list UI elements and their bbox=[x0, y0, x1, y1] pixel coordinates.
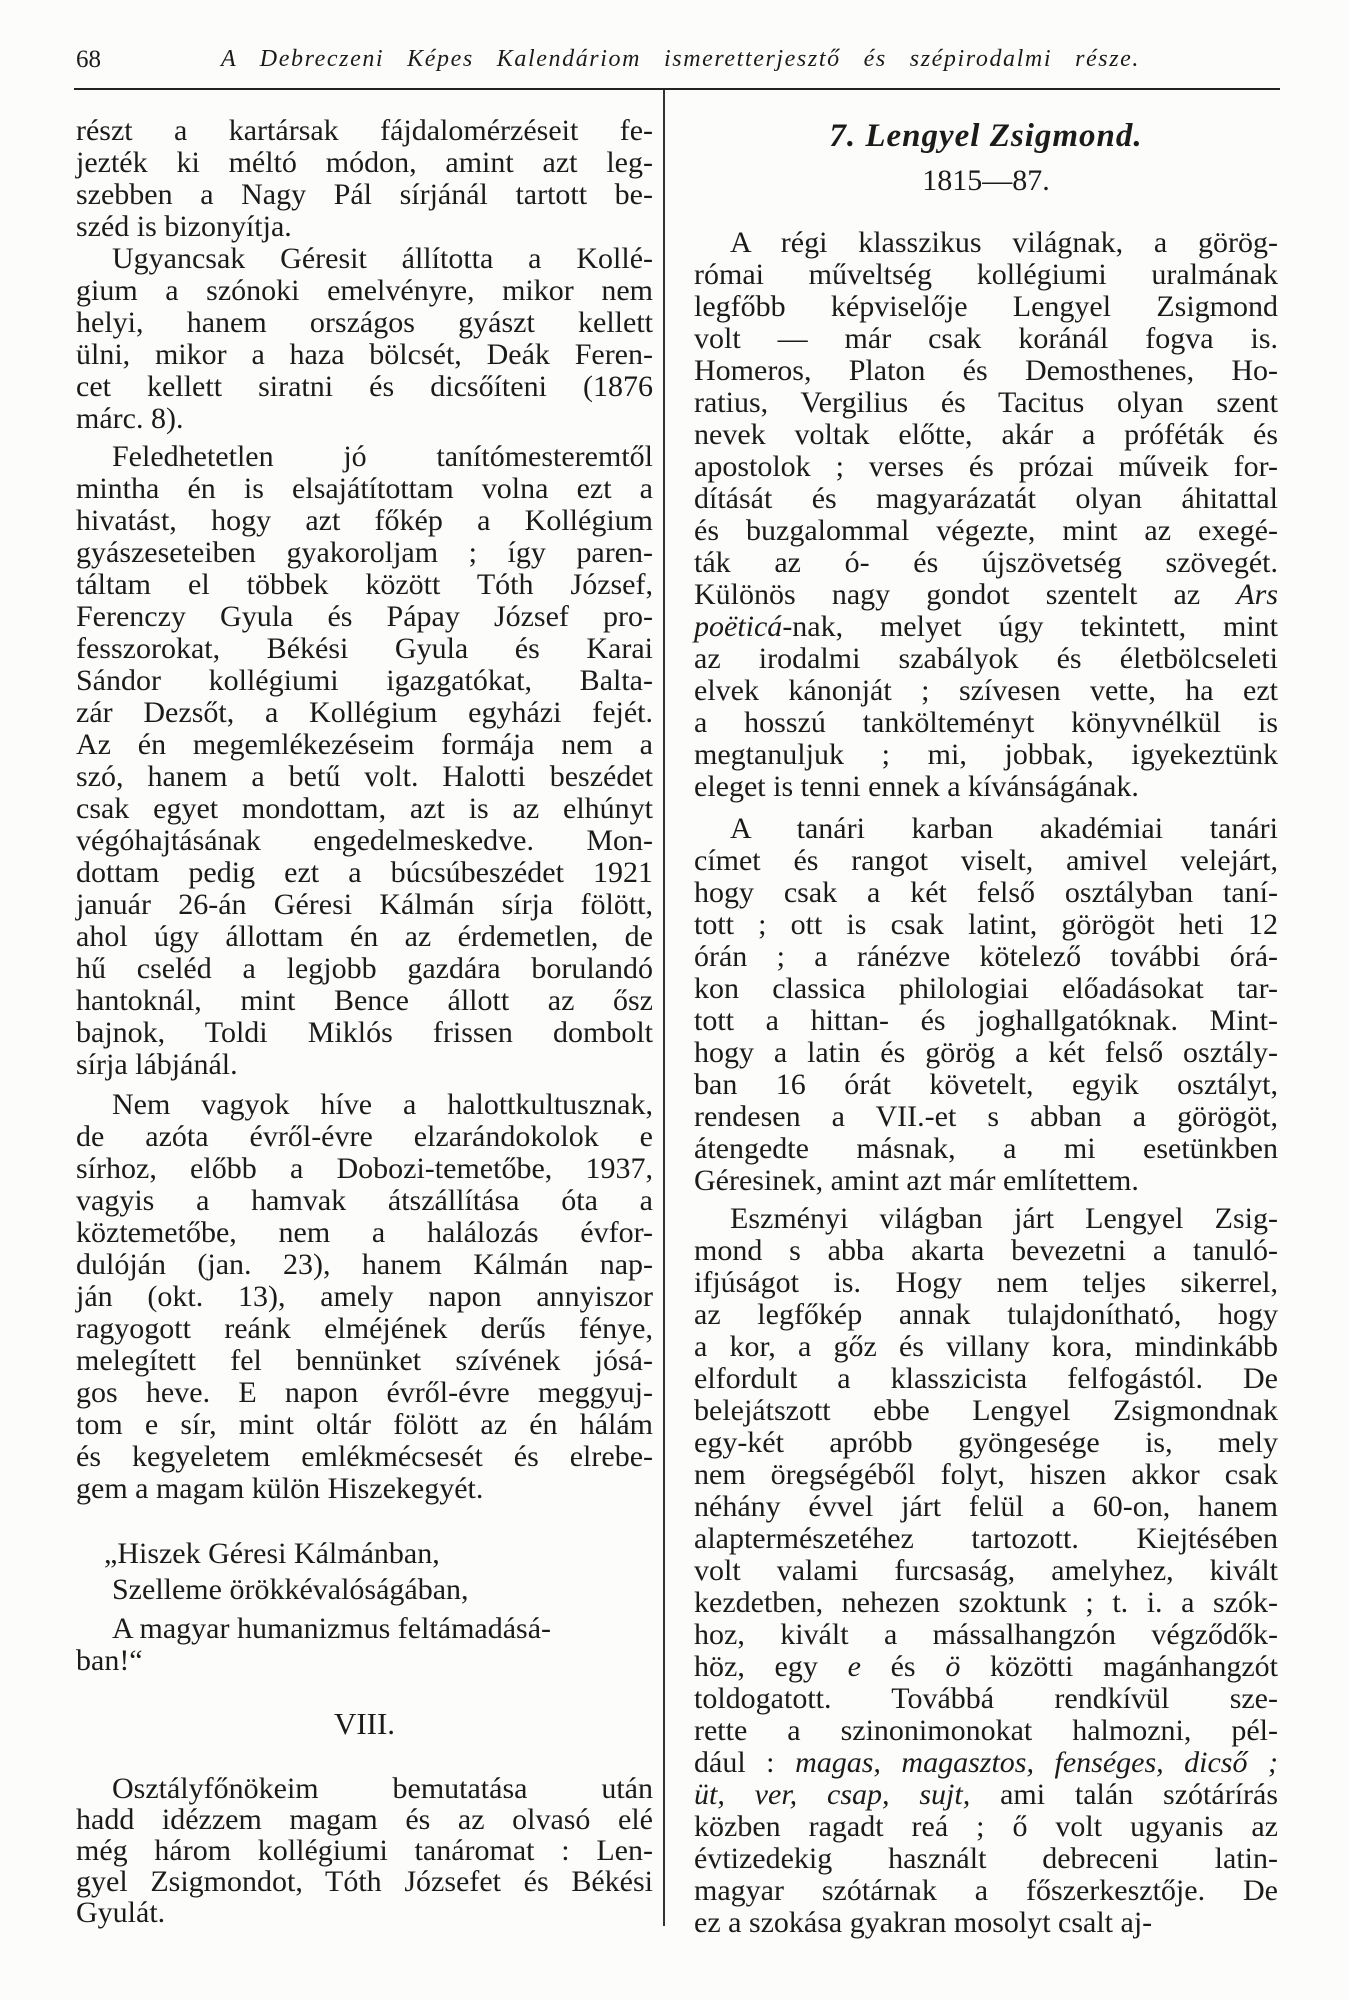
text-line: a hosszú tankölteményt könyvnélkül is bbox=[694, 706, 1278, 739]
text-line: kezdetben, nehezen szoktunk ; t. i. a szók- bbox=[694, 1586, 1278, 1619]
text-line: hantoknál, mint Bence állott az ősz bbox=[76, 984, 653, 1017]
article-dates: 1815—87. bbox=[922, 164, 1050, 197]
text-line: rendesen a VII.-et s abban a görögöt, bbox=[694, 1100, 1278, 1133]
italic-text: e bbox=[847, 1650, 861, 1683]
text-line: helyi, hanem országos gyászt kellett bbox=[76, 306, 653, 339]
text-line: elfordult a klasszicista felfogástól. De bbox=[694, 1362, 1278, 1395]
text-line: kon classica philologiai előadásokat tar- bbox=[694, 972, 1278, 1005]
text-line: hadd idézzem magam és az olvasó elé bbox=[76, 1803, 653, 1836]
text-line: táltam el többek között Tóth József, bbox=[76, 568, 653, 601]
text-line: zár Dezsőt, a Kollégium egyházi fejét. bbox=[76, 696, 653, 729]
text-line: cet kellett siratni és dicsőíteni (1876 bbox=[76, 370, 653, 403]
text-line: volt valami furcsaság, amelyhez, kivált bbox=[694, 1554, 1278, 1587]
text-line: megtanuljuk ; mi, jobbak, igyekeztünk bbox=[694, 738, 1278, 771]
text-line bbox=[694, 1747, 1278, 1779]
text-line: gyel Zsigmondot, Tóth Józsefet és Békési bbox=[76, 1865, 653, 1898]
paragraph bbox=[694, 1203, 1278, 1939]
text-line: A tanári karban akadémiai tanári bbox=[730, 812, 1278, 845]
text-line: tom e sír, mint oltár fölött az én hálám bbox=[76, 1408, 653, 1441]
text-line: Eszményi világban járt Lengyel Zsig- bbox=[730, 1202, 1278, 1235]
text-line: gyászeseteiben gyakoroljam ; így paren- bbox=[76, 536, 653, 569]
text-segment: és bbox=[860, 1650, 946, 1683]
text-line: melegített fel bennünket szívének jósá- bbox=[76, 1344, 653, 1377]
text-line: A régi klasszikus világnak, a görög- bbox=[730, 226, 1278, 259]
poem-line: Szelleme örökkévalóságában, bbox=[112, 1573, 469, 1606]
text-line: átengedte másnak, a mi esetünkben bbox=[694, 1132, 1278, 1165]
paragraph bbox=[76, 243, 653, 435]
text-line: Az én megemlékezéseim formája nem a bbox=[76, 728, 653, 761]
text-line: ifjúságot is. Hogy nem teljes sikerrel, bbox=[694, 1266, 1278, 1299]
paragraph bbox=[76, 441, 653, 1081]
text-segment: Különös nagy gondot szentelt az bbox=[694, 578, 1237, 611]
text-line: Ugyancsak Géresit állította a Kollé- bbox=[112, 242, 653, 275]
text-line: gium a szónoki emelvényre, mikor nem bbox=[76, 274, 653, 307]
text-line: Osztályfőnökeim bemutatása után bbox=[112, 1772, 653, 1805]
text-line bbox=[694, 1779, 1278, 1811]
page-number: 68 bbox=[76, 46, 101, 73]
text-line: vagyis a hamvak átszállítása óta a bbox=[76, 1184, 653, 1217]
text-line: eleget is tenni ennek a kívánságának. bbox=[694, 770, 1139, 803]
text-line bbox=[694, 579, 1278, 611]
text-line: január 26-án Géresi Kálmán sírja fölött, bbox=[76, 888, 653, 921]
text-line: közben ragadt reá ; ő volt ugyanis az bbox=[694, 1810, 1278, 1843]
text-line: szebben a Nagy Pál sírjánál tartott be- bbox=[76, 178, 653, 211]
text-line: ban 16 órát követelt, egyik osztályt, bbox=[694, 1068, 1278, 1101]
text-line: néhány évvel járt felül a 60-on, hanem bbox=[694, 1490, 1278, 1523]
text-segment: dául : bbox=[694, 1746, 796, 1779]
text-line: végóhajtásának engedelmeskedve. Mon- bbox=[76, 824, 653, 857]
text-line: csak egyet mondottam, azt is az elhúnyt bbox=[76, 792, 653, 825]
text-line: nem öregségéből folyt, hiszen akkor csak bbox=[694, 1458, 1278, 1491]
text-line bbox=[694, 1651, 1278, 1683]
text-line: évtizedekig használt debreceni latin- bbox=[694, 1842, 1278, 1875]
text-line: tott a hittan- és joghallgatóknak. Mint- bbox=[694, 1004, 1278, 1037]
section-heading: VIII. bbox=[333, 1706, 396, 1741]
text-line: hogy a latin és görög a két felső osztály- bbox=[694, 1036, 1278, 1069]
italic-text: ö bbox=[945, 1650, 961, 1683]
article-title: 7. Lengyel Zsigmond. bbox=[829, 118, 1143, 154]
poem-line: ban!“ bbox=[76, 1644, 143, 1677]
italic-text: Ars bbox=[1236, 578, 1278, 611]
text-line: ülni, mikor a haza bölcsét, Deák Feren- bbox=[76, 338, 653, 371]
text-line: de azóta évről-évre elzarándokolok e bbox=[76, 1120, 653, 1153]
text-line: Feledhetetlen jó tanítómesteremtől bbox=[112, 440, 653, 473]
paragraph bbox=[694, 813, 1278, 1197]
text-line: hivatást, hogy azt főkép a Kollégium bbox=[76, 504, 653, 537]
paragraph bbox=[76, 1773, 653, 1928]
text-line: dulóján (jan. 23), hanem Kálmán nap- bbox=[76, 1248, 653, 1281]
text-line: Sándor kollégiumi igazgatókat, Balta- bbox=[76, 664, 653, 697]
poem-line: „Hiszek Géresi Kálmánban, bbox=[104, 1537, 440, 1570]
text-line: magyar szótárnak a főszerkesztője. De bbox=[694, 1874, 1278, 1907]
text-segment: közötti magánhangzót bbox=[960, 1650, 1278, 1683]
text-line: ratius, Vergilius és Tacitus olyan szent bbox=[694, 386, 1278, 419]
paragraph bbox=[76, 115, 653, 243]
text-line: Ferenczy Gyula és Pápay József pro- bbox=[76, 600, 653, 633]
text-line: címet és rangot viselt, amivel velejárt, bbox=[694, 844, 1278, 877]
text-line: részt a kartársak fájdalomérzéseit fe- bbox=[76, 114, 653, 147]
text-line: a kor, a gőz és villany kora, mindinkább bbox=[694, 1330, 1278, 1363]
text-line: még három kollégiumi tanáromat : Len- bbox=[76, 1834, 653, 1867]
text-line: legfőbb képviselője Lengyel Zsigmond bbox=[694, 290, 1278, 323]
text-line: rette a szinonimonokat halmozni, pél- bbox=[694, 1714, 1278, 1747]
text-line: nevek voltak előtte, akár a próféták és bbox=[694, 418, 1278, 451]
text-line: jezték ki méltó módon, amint azt leg- bbox=[76, 146, 653, 179]
text-line: és kegyeletem emlékmécsesét és elrebe- bbox=[76, 1440, 653, 1473]
running-title: A Debreczeni Képes Kalendáriom ismeretterjesztő és szépirodalmi része. bbox=[221, 46, 1140, 72]
text-line: apostolok ; verses és prózai műveik for- bbox=[694, 450, 1278, 483]
paragraph bbox=[694, 227, 1278, 803]
text-line: elvek kánonját ; szívesen vette, ha ezt bbox=[694, 674, 1278, 707]
column-divider bbox=[663, 90, 665, 1926]
italic-text: magas, magasztos, fenséges, dicső ; bbox=[795, 1746, 1278, 1779]
text-line: bajnok, Toldi Miklós frissen dombolt bbox=[76, 1016, 653, 1049]
text-line: órán ; a ránézve kötelező további órá- bbox=[694, 940, 1278, 973]
text-line: hogy csak a két felső osztályban taní- bbox=[694, 876, 1278, 909]
text-line: az legfőkép annak tulajdonítható, hogy bbox=[694, 1298, 1278, 1331]
text-line: mintha én is elsajátítottam volna ezt a bbox=[76, 472, 653, 505]
poem-line: A magyar humanizmus feltámadásá- bbox=[112, 1612, 552, 1645]
text-line: mond s abba akarta bevezetni a tanuló- bbox=[694, 1234, 1278, 1267]
italic-text: üt, ver, csap, sujt, bbox=[694, 1778, 971, 1811]
text-line: volt — már csak koránál fogva is. bbox=[694, 322, 1278, 355]
text-line: gos heve. E napon évről-évre meggyuj- bbox=[76, 1376, 653, 1409]
text-line: tott ; ott is csak latint, görögöt heti 12 bbox=[694, 908, 1278, 941]
text-line: fesszorokat, Békési Gyula és Karai bbox=[76, 632, 653, 665]
text-line: dítását és magyarázatát olyan áhitattal bbox=[694, 482, 1278, 515]
text-line: ták az ó- és újszövetség szövegét. bbox=[694, 546, 1278, 579]
text-segment: -nak, melyet úgy tekintett, mint bbox=[782, 610, 1278, 643]
text-line: ragyogott reánk elméjének derűs fénye, bbox=[76, 1312, 653, 1345]
text-line: szó, hanem a betű volt. Halotti beszédet bbox=[76, 760, 653, 793]
text-line: belejátszott ebbe Lengyel Zsigmondnak bbox=[694, 1394, 1278, 1427]
text-line bbox=[694, 611, 1278, 643]
text-line: toldogatott. Továbbá rendkívül sze- bbox=[694, 1682, 1278, 1715]
text-line: köztemetőbe, nem a halálozás évfor- bbox=[76, 1216, 653, 1249]
text-line: és buzgalommal végezte, mint az exegé- bbox=[694, 514, 1278, 547]
text-line: Géresinek, amint azt már említettem. bbox=[694, 1164, 1139, 1197]
text-line: Gyulát. bbox=[76, 1896, 166, 1929]
header-rule bbox=[74, 88, 1280, 90]
text-line: Nem vagyok híve a halottkultusznak, bbox=[112, 1088, 653, 1121]
text-segment: höz, egy bbox=[694, 1650, 848, 1683]
text-line: ez a szokása gyakran mosolyt csalt aj- bbox=[694, 1906, 1153, 1939]
text-line: márc. 8). bbox=[76, 402, 184, 435]
italic-text: poëticá bbox=[694, 610, 783, 643]
text-line: az irodalmi szabályok és életbölcseleti bbox=[694, 642, 1278, 675]
text-line: Homeros, Platon és Demosthenes, Ho- bbox=[694, 354, 1278, 387]
text-line: hű cseléd a legjobb gazdára borulandó bbox=[76, 952, 653, 985]
text-line: római műveltség kollégiumi uralmának bbox=[694, 258, 1278, 291]
paragraph bbox=[76, 1089, 653, 1505]
text-line: sírja lábjánál. bbox=[76, 1048, 238, 1081]
text-line: ahol úgy állottam én az érdemetlen, de bbox=[76, 920, 653, 953]
text-line: dottam pedig ezt a búcsúbeszédet 1921 bbox=[76, 856, 653, 889]
text-line: széd is bizonyítja. bbox=[76, 210, 292, 243]
text-line: hoz, kivált a mássalhangzón végződők- bbox=[694, 1618, 1278, 1651]
text-line: egy-két apróbb gyöngesége is, mely bbox=[694, 1426, 1278, 1459]
text-line: gem a magam külön Hiszekegyét. bbox=[76, 1472, 484, 1505]
text-line: alaptermészetéhez tartozott. Kiejtésében bbox=[694, 1522, 1278, 1555]
text-line: sírhoz, előbb a Dobozi-temetőbe, 1937, bbox=[76, 1152, 653, 1185]
text-segment: ami talán szótárírás bbox=[970, 1778, 1279, 1811]
text-line: ján (okt. 13), amely napon annyiszor bbox=[76, 1280, 653, 1313]
